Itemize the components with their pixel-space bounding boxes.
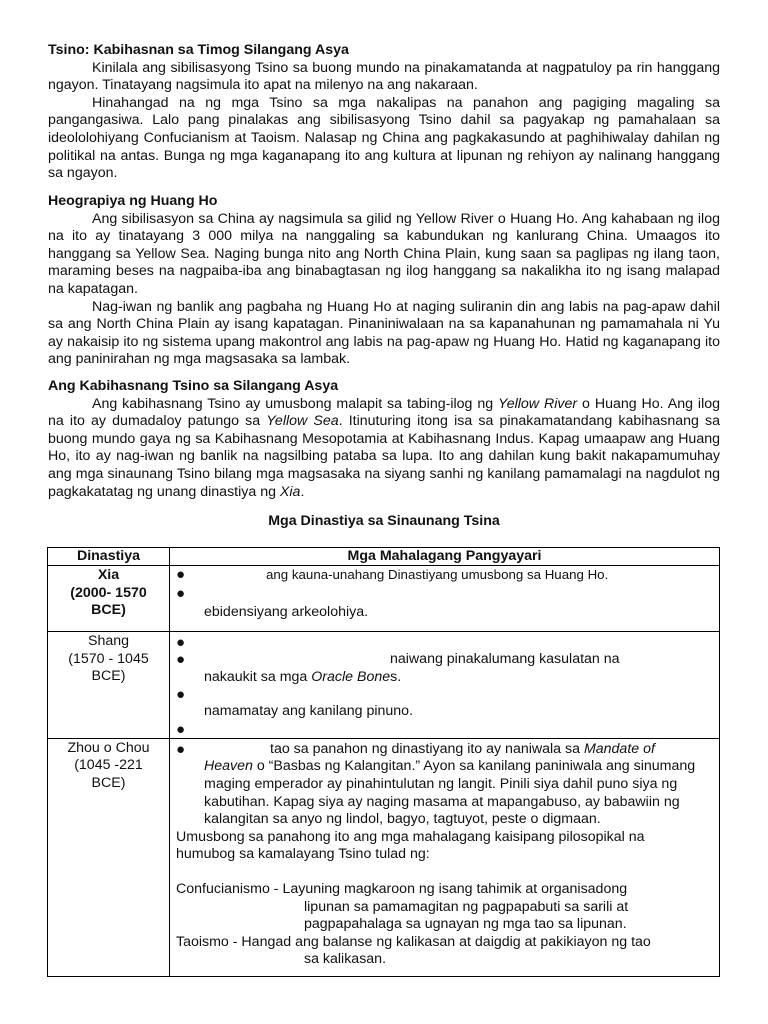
dynasty-cell — [48, 632, 170, 739]
taoismo-line: sa kalikasan. — [304, 951, 387, 968]
text-run: o “Basbas ng Kalangitan.” Ayon sa kanilang paniniwala ang sinumang maging emperador ay pinahintulutan ng langit. Pinili siya dahil puno siya ng kabutihan. Kapag siya ay naging masama at mapangabuso, ay babawiin ng kalangitan sa anyo ng lindol, bagyo, tagtuyot, peste o digmaan. — [204, 758, 696, 828]
table-row — [48, 566, 720, 632]
bullet-continuation: namamatay ang kanilang pinuno. — [204, 703, 414, 720]
paragraph: Umusbong sa panahong ito ang mga mahalagang kaisipang pilosopikal na humubog sa kamalayang Tsino tulad ng: — [176, 828, 645, 863]
column-header: Dinastiya — [48, 548, 170, 566]
dynasty-cell — [48, 738, 170, 976]
text-run: tao sa panahon ng dinastiyang ito ay naniwala sa — [270, 740, 584, 757]
paragraph — [48, 396, 720, 502]
bullet-icon: ● — [176, 584, 186, 602]
taoismo-line: Taoismo - Hangad ang balanse ng kalikasan at daigdig at pakikiayon ng tao — [176, 933, 651, 950]
bullet-item — [170, 566, 719, 584]
events-cell — [170, 738, 720, 976]
bullet-item — [170, 585, 719, 602]
confucianismo-line: pagpapahalaga sa ugnayan ng mga tao sa lipunan. — [304, 916, 627, 933]
bullet-icon: ● — [176, 651, 186, 668]
section-kabihasnang-tsino — [48, 378, 720, 501]
bullet-continuation — [170, 669, 719, 687]
text-run: o Huang Ho. Ang ilog na ito ay dumadaloy patungo sa — [48, 395, 721, 430]
dynasty-years: (1045 -221 BCE) — [74, 757, 143, 791]
text-run-italic: Oracle Bone — [311, 668, 391, 685]
text-run: . — [300, 483, 305, 500]
bullet-item — [170, 741, 719, 829]
bullet-text: naiwang pinakalumang kasulatan na — [390, 651, 620, 667]
dynasty-name: Xia — [97, 567, 120, 583]
events-cell — [170, 632, 720, 739]
text-run: . Itinuturing itong isa sa pinakamatandang kabihasnang sa buong mundo gaya ng sa Kabihasnang Mesopotamia at Kabihasnang Indus. Kapag umaapaw ang Huang Ho, ito ay nag-iwan ng banlik na nagsilbing pataba sa lupa. Ito ang dahilan kung bakit nakapamumuhay ang mga sinaunang Tsino bilang mga magsasaka na siyang sanhi ng kanilang pamamalagi na nagdulot ng pagkakatatag ng unang dinastiya ng — [48, 413, 720, 500]
text-run-italic: Xia — [279, 483, 301, 500]
dynasty-cell — [48, 566, 170, 632]
dynasty-years: (1570 - 1045 BCE) — [68, 650, 149, 685]
dynasty-years: (2000- 1570 BCE) — [70, 584, 147, 619]
text-run: Ang kabihasnang Tsino ay umusbong malapit sa tabing-ilog ng — [92, 395, 499, 412]
table-row — [48, 738, 720, 976]
bullet-item — [170, 651, 719, 669]
section-heading: Ang Kabihasnang Tsino sa Silangang Asya — [48, 378, 339, 394]
confucianismo-line: Confucianismo - Layuning magkaroon ng isang tahimik at organisadong — [176, 880, 628, 897]
bullet-text: ang kauna-unahang Dinastiyang umusbong sa Huang Ho. — [266, 567, 609, 582]
text-run: nakaukit sa mga — [204, 668, 312, 685]
table-row — [48, 632, 720, 739]
bullet-continuation: ebidensiyang arkeolohiya. — [204, 603, 369, 620]
section-heading: Tsino: Kabihasnan sa Timog Silangang Asya — [48, 42, 349, 58]
text-run-italic: Yellow Sea — [266, 413, 339, 430]
confucianismo-line: lipunan sa pamamagitan ng pagpapabuti sa sarili at — [304, 898, 629, 915]
paragraph: Kinilala ang sibilisasyong Tsino sa buong mundo na pinakamatanda at nagpatuloy pa rin hanggang ngayon. Tinatayang nagsimula ito apat na milenyo na ang nakaraan. — [48, 59, 720, 94]
section-tsino — [48, 42, 720, 183]
dynasty-name: Zhou o Chou — [67, 739, 150, 756]
column-header: Mga Mahalagang Pangyayari — [170, 548, 720, 566]
paragraph: Ang sibilisasyon sa China ay nagsimula sa gilid ng Yellow River o Huang Ho. Ang kahabaan ng ilog na ito ay tinatayang 3 000 milya na nanggaling sa kabundukan ng kanlurang China. Umaagos ito hanggang sa Yellow Sea. Naging bunga nito ang North China Plain, kung saan sa paglipas ng ilang taon, maraming beses na nagpaiba-iba ang binabagtasan ng ilog hanggang sa nakalikha ito ng isang malapad na kapatagan. — [48, 210, 720, 297]
bullet-icon: ● — [176, 686, 186, 704]
paragraph: Hinahangad na ng mga Tsino sa mga nakalipas na panahon ang pagiging magaling sa pangangasiwa. Lalo pang pinalakas ang sibilisasyong Tsino dahil sa pagyakap ng pamahalaan sa ideololohiyang Confucianism at Taoism. Nalasap ng China ang pagkakasundo at paghihiwalay dahilan ng politikal na antas. Bunga ng mga kaganapang ito ang kultura at lipunan ng rehiyon ay nalinang hanggang sa ngayon. — [48, 94, 720, 182]
paragraph: Nag-iwan ng banlik ang pagbaha ng Huang Ho at naging suliranin din ang labis na pag-apaw dahil sa ang North China Plain ay isang kapatagan. Pinaniniwalaan na sa kapanahunan ng pamamahala ni Yu ay nakaisip ito ng sistema upang makontrol ang labis na pag-apaw ng Huang Ho. Hatid ng kaganapang ito ang paninirahan ng mga magsasaka sa lambak. — [48, 298, 720, 368]
table-caption: Mga Dinastiya sa Sinaunang Tsina — [268, 513, 500, 529]
text-run-italic: Yellow River — [498, 395, 578, 412]
bullet-item — [170, 686, 719, 703]
bullet-icon: ● — [176, 720, 186, 738]
bullet-icon: ● — [176, 634, 186, 651]
dynasty-name: Shang — [87, 633, 130, 649]
section-heading: Heograpiya ng Huang Ho — [48, 193, 218, 209]
dynasty-table — [47, 547, 720, 977]
bullet-item — [170, 721, 719, 738]
events-cell — [170, 566, 720, 632]
bullet-icon: ● — [176, 740, 186, 758]
table-header-row — [48, 548, 720, 566]
text-run-italic: Mandate of Heaven — [204, 740, 655, 775]
bullet-icon: ● — [176, 566, 186, 583]
spacer — [170, 864, 719, 881]
section-heograpiya — [48, 193, 720, 369]
bullet-item — [170, 634, 719, 651]
text-run: s. — [390, 668, 402, 685]
